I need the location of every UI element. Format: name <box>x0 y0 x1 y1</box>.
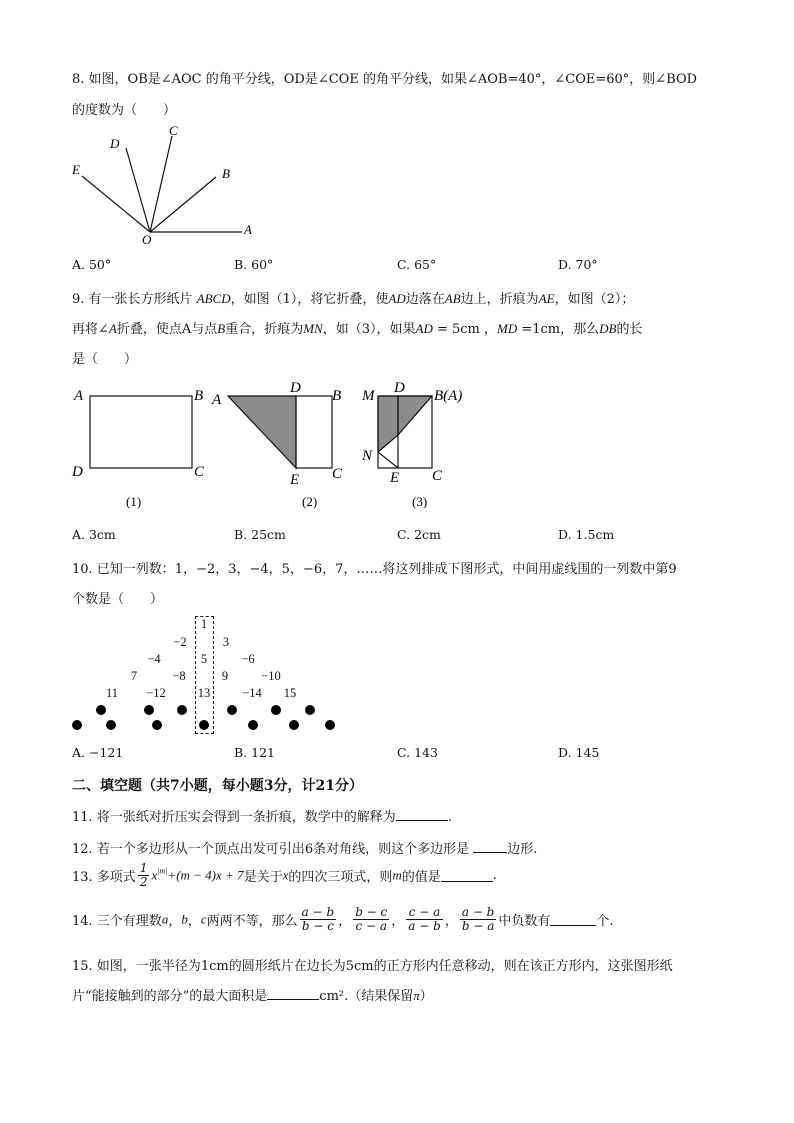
q9-fig2-C: C <box>332 466 343 482</box>
q10-line1: 10. 已知一列数：1，−2，3，−4，5，−6，7，……将这列排成下图形式，中间用虚线围的一列数中第9 <box>72 562 677 577</box>
q10-dot <box>177 705 187 715</box>
q10-dot <box>96 705 106 715</box>
q9-fig1-A: A <box>74 388 84 404</box>
q10-dot <box>305 705 315 715</box>
q8-label-O: O <box>142 232 152 247</box>
q8-line2: 的度数为（ ） <box>72 103 177 118</box>
q10-row4-num1: 7 <box>130 669 138 683</box>
q15-line1: 15. 如图，一张半径为1cm的圆形纸片在边长为5cm的正方形内任意移动，则在该正方形内，这张图形纸 <box>72 959 673 974</box>
q10-row2-num1: −2 <box>173 635 187 649</box>
q9-fig1-B: B <box>194 388 204 404</box>
q10-dot <box>271 705 281 715</box>
q10-dot <box>289 720 299 730</box>
q9-line2: 再将∠A折叠，使点A与点B重合，折痕为MN，如（3），如果AD = 5cm ，MD =1cm，那么DB的长 <box>72 321 643 337</box>
q10-dot <box>144 705 154 715</box>
q10-dot <box>248 720 258 730</box>
q9-fig2-D: D <box>290 380 301 396</box>
q9-fig3-M: M <box>362 388 375 404</box>
q10-option-c[interactable]: C. 143 <box>397 745 438 760</box>
q9-line3: 是（ ） <box>72 352 138 367</box>
q13-line: 13. 多项式 $\frac{1}{2}$ $x^{|m|}+(m - 4)x + 7$是关于x的四次三项式，则m的值是 . <box>72 861 497 889</box>
q14-answer-blank[interactable] <box>550 913 596 926</box>
q9-option-b[interactable]: B. 25cm <box>234 527 286 542</box>
q12-line: 12. 若一个多边形从一个顶点出发可引出6条对角线，则这个多边形是 边形. <box>72 842 538 857</box>
q9-fig1-D: D <box>72 464 83 480</box>
q8-option-b[interactable]: B. 60° <box>234 257 274 272</box>
q10-row4-num3: 9 <box>221 669 229 683</box>
q8-angle-figure <box>66 122 266 250</box>
q10-option-a[interactable]: A. −121 <box>72 745 124 760</box>
q10-dot <box>199 720 209 730</box>
q9-fig3-D: D <box>394 380 405 396</box>
q9-option-d[interactable]: D. 1.5cm <box>558 527 615 542</box>
q10-dot <box>72 720 82 730</box>
q9-fig2-caption: (2) <box>302 494 318 509</box>
q9-option-c[interactable]: C. 2cm <box>397 527 441 542</box>
q10-row3-num1: −4 <box>147 652 161 666</box>
q10-row5-num3: 13 <box>197 686 211 700</box>
q8-option-d[interactable]: D. 70° <box>558 257 598 272</box>
q9-fig3-BA: B(A) <box>434 388 463 404</box>
q10-dot <box>325 720 335 730</box>
q9-fold-figures <box>66 378 486 518</box>
q9-line1: 9. 有一张长方形纸片 ABCD，如图（1），将它折叠，使AD边落在AB边上，折痕为AE，如图（2）； <box>72 291 635 307</box>
q10-row5-num4: −14 <box>242 686 262 700</box>
q8-label-A: A <box>244 222 252 237</box>
q10-line2: 个数是（ ） <box>72 592 164 607</box>
q15-line2: 片“能接触到的部分”的最大面积是 cm².（结果保留π） <box>72 988 433 1004</box>
q13-answer-blank[interactable] <box>441 869 493 882</box>
q9-fig2-A: A <box>212 392 222 408</box>
q9-fig3-N: N <box>362 448 373 464</box>
q9-fig3-C: C <box>432 468 443 484</box>
q10-row3-num3: −6 <box>241 652 255 666</box>
q10-dot <box>106 720 116 730</box>
q10-row1-num1: 1 <box>200 617 208 631</box>
q14-line: 14. 三个有理数a，b，c两两不等，那么 $\frac{a - b}{b - c}$ ， $\frac{b - c}{c - a}$ ， $\frac{c - a}{a - b}$ ， $\frac{a - b}{b - a}$ 中负数有 个. <box>72 905 614 933</box>
q9-fig3-E: E <box>390 470 400 486</box>
q10-row5-num2: −12 <box>146 686 166 700</box>
q8-option-c[interactable]: C. 65° <box>397 257 437 272</box>
q8-line1: 8. 如图，OB是∠AOC 的角平分线，OD是∠COE 的角平分线，如果∠AOB=40°，∠COE=60°，则∠BOD <box>72 72 698 87</box>
q8-label-C: C <box>169 123 178 138</box>
q8-label-D: D <box>110 136 120 151</box>
q9-fig3-caption: (3) <box>412 494 428 509</box>
q10-dot <box>227 705 237 715</box>
q8-label-E: E <box>72 162 80 177</box>
section-2-title: 二、填空题（共7小题，每小题3分，计21分） <box>72 778 363 794</box>
q11-line: 11. 将一张纸对折压实会得到一条折痕，数学中的解释为 . <box>72 810 452 825</box>
q9-option-a[interactable]: A. 3cm <box>72 527 116 542</box>
q10-row4-num4: −10 <box>261 669 281 683</box>
q10-row5-num5: 15 <box>283 686 297 700</box>
q10-row3-num2: 5 <box>200 652 208 666</box>
q10-option-d[interactable]: D. 145 <box>558 745 600 760</box>
q10-row2-num2: 3 <box>222 635 230 649</box>
q9-fig1-caption: (1) <box>126 494 142 509</box>
q10-option-b[interactable]: B. 121 <box>234 745 275 760</box>
q9-fig2-B: B <box>332 388 342 404</box>
q11-answer-blank[interactable] <box>396 808 448 821</box>
q15-answer-blank[interactable] <box>267 987 319 1000</box>
q9-fig1-C: C <box>194 464 205 480</box>
q12-answer-blank[interactable] <box>473 840 507 853</box>
q8-option-a[interactable]: A. 50° <box>72 257 112 272</box>
q10-dot <box>152 720 162 730</box>
q8-label-B: B <box>222 166 230 181</box>
q10-row4-num2: −8 <box>172 669 186 683</box>
q10-row5-num1: 11 <box>105 686 119 700</box>
q9-fig2-E: E <box>290 472 300 488</box>
